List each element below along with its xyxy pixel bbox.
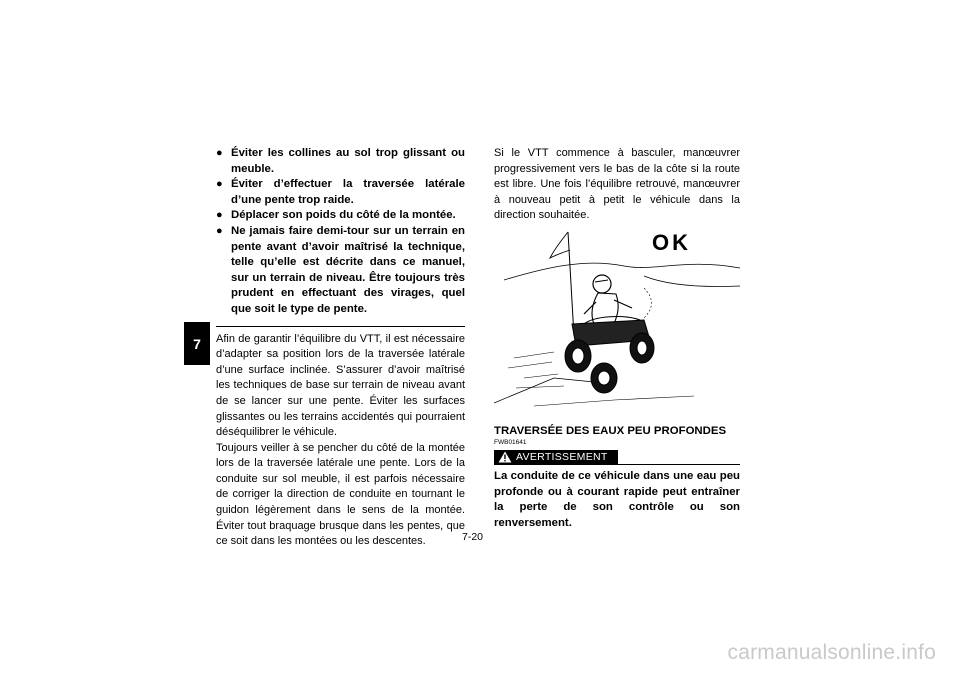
warning-text: La conduite de ce véhicule dans une eau peu profonde ou à courant rapide peut entraîner la perte de son contrôle ou son renversement.: [494, 469, 740, 529]
reference-code: FWB01641: [494, 438, 527, 446]
atv-rider-drawing: [494, 228, 740, 420]
body-paragraph: Toujours veiller à se pencher du côté de la montée lors de la traversée latérale une pente. Lors de la conduite sur sol meuble, il est parfois nécessaire de corriger la direction de conduite en tournant le guidon légèrement dans le sens de la montée. Éviter tout braquage brusque dans les pentes, que ce soit dans les montées ou les descentes.: [216, 441, 465, 548]
page-number: 7-20: [462, 531, 484, 543]
body-paragraph: Afin de garantir l’équilibre du VTT, il est nécessaire d’adapter sa position lors de la traversée latérale d’une surface inclinée. S’assurer d’avoir maîtrisé les techniques de base sur terrain de niveau avant de se lancer sur une pente. Éviter les surfaces glissantes ou les terrains accidentés qui pourraient déséquilibrer le véhicule.: [216, 332, 465, 439]
figure-ok-label: OK: [652, 229, 691, 255]
chapter-tab: 7: [184, 322, 210, 365]
bullet-item: ● Éviter d’effectuer la traversée latérale d’une pente trop raide.: [216, 178, 465, 206]
bullet-list: [216, 146, 465, 318]
bullet-dot-icon: ●: [216, 178, 223, 191]
bullet-item: ● Éviter les collines au sol trop glissant ou meuble.: [216, 147, 465, 175]
watermark: carmanualsonline.info: [727, 641, 936, 664]
bullet-dot-icon: ●: [216, 224, 223, 237]
bullet-dot-icon: ●: [216, 147, 223, 159]
warning-badge: [494, 450, 618, 465]
body-paragraph: Si le VTT commence à basculer, manœuvrer progressivement vers le bas de la côte si la route est libre. Une fois l’équilibre retrouvé, manœuvrer à nouveau petit à petit le véhicule dans la direction souhaitée.: [494, 147, 740, 222]
bullet-dot-icon: ●: [216, 209, 223, 222]
warning-triangle-icon: [498, 451, 512, 463]
section-title: TRAVERSÉE DES EAUX PEU PROFONDES: [494, 424, 727, 437]
atv-illustration: [494, 228, 740, 420]
warning-label: AVERTISSEMENT: [516, 451, 608, 464]
warning-header: [494, 450, 740, 466]
bullet-item: ● Déplacer son poids du côté de la montée.: [216, 208, 465, 224]
section-divider: [216, 326, 465, 327]
left-column: [216, 146, 465, 550]
bullet-item: ● Ne jamais faire demi-tour sur un terrain en pente avant d’avoir maîtrisé la technique, telle qu’elle est décrite dans ce manuel, sur un terrain de niveau. Être toujours très prudent en effectuant des virages, quel que soit le type de pente.: [216, 224, 465, 315]
right-column: [494, 146, 740, 531]
warning-underline: [618, 464, 740, 465]
